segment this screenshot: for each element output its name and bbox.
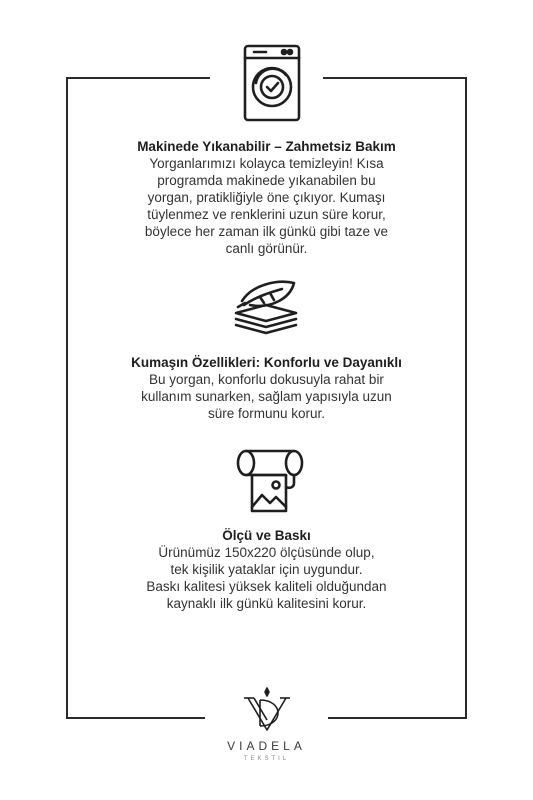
section-fabric bbox=[66, 354, 467, 422]
section-text bbox=[66, 371, 467, 422]
feather-layers-icon bbox=[232, 275, 302, 339]
text-line: tüylenmez ve renklerini uzun süre korur, bbox=[147, 207, 386, 222]
section-heading: Ölçü ve Baskı bbox=[222, 528, 311, 543]
text-line: kullanım sunarken, sağlam yapısıyla uzun bbox=[141, 389, 392, 404]
text-line: süre formunu korur. bbox=[207, 406, 326, 421]
text-line: Bu yorgan, konforlu dokusuyla rahat bir bbox=[149, 372, 384, 387]
text-line: programda makinede yıkanabilen bu bbox=[157, 173, 376, 188]
text-line: kaynaklı ilk günkü kalitesini korur. bbox=[166, 596, 367, 611]
section-text bbox=[66, 544, 467, 612]
washing-machine-icon bbox=[242, 43, 302, 123]
text-line: Baskı kalitesi yüksek kaliteli olduğundan bbox=[146, 579, 387, 594]
fabric-roll-print-icon bbox=[232, 447, 304, 519]
text-line: böylece her zaman ilk günkü gibi taze ve bbox=[144, 224, 389, 239]
text-line: yorgan, pratikliğiyle öne çıkıyor. Kumaşı bbox=[147, 190, 386, 205]
section-heading: Makinede Yıkanabilir – Zahmetsiz Bakım bbox=[137, 139, 396, 154]
brand-name: VIADELA bbox=[227, 739, 306, 753]
section-size bbox=[66, 527, 467, 612]
text-line: Yorganlarımızı kolayca temizleyin! Kısa bbox=[149, 156, 384, 171]
section-washing bbox=[66, 138, 467, 257]
text-line: tek kişilik yataklar için uygundur. bbox=[170, 562, 363, 577]
vd-monogram-logo bbox=[240, 686, 294, 739]
section-text bbox=[66, 155, 467, 257]
text-line: Ürünümüz 150x220 ölçüsünde olup, bbox=[158, 545, 375, 560]
brand-subtitle: TEKSTIL bbox=[243, 756, 290, 762]
section-heading: Kumaşın Özellikleri: Konforlu ve Dayanıklı bbox=[131, 355, 402, 370]
text-line: canlı görünür. bbox=[225, 241, 308, 256]
